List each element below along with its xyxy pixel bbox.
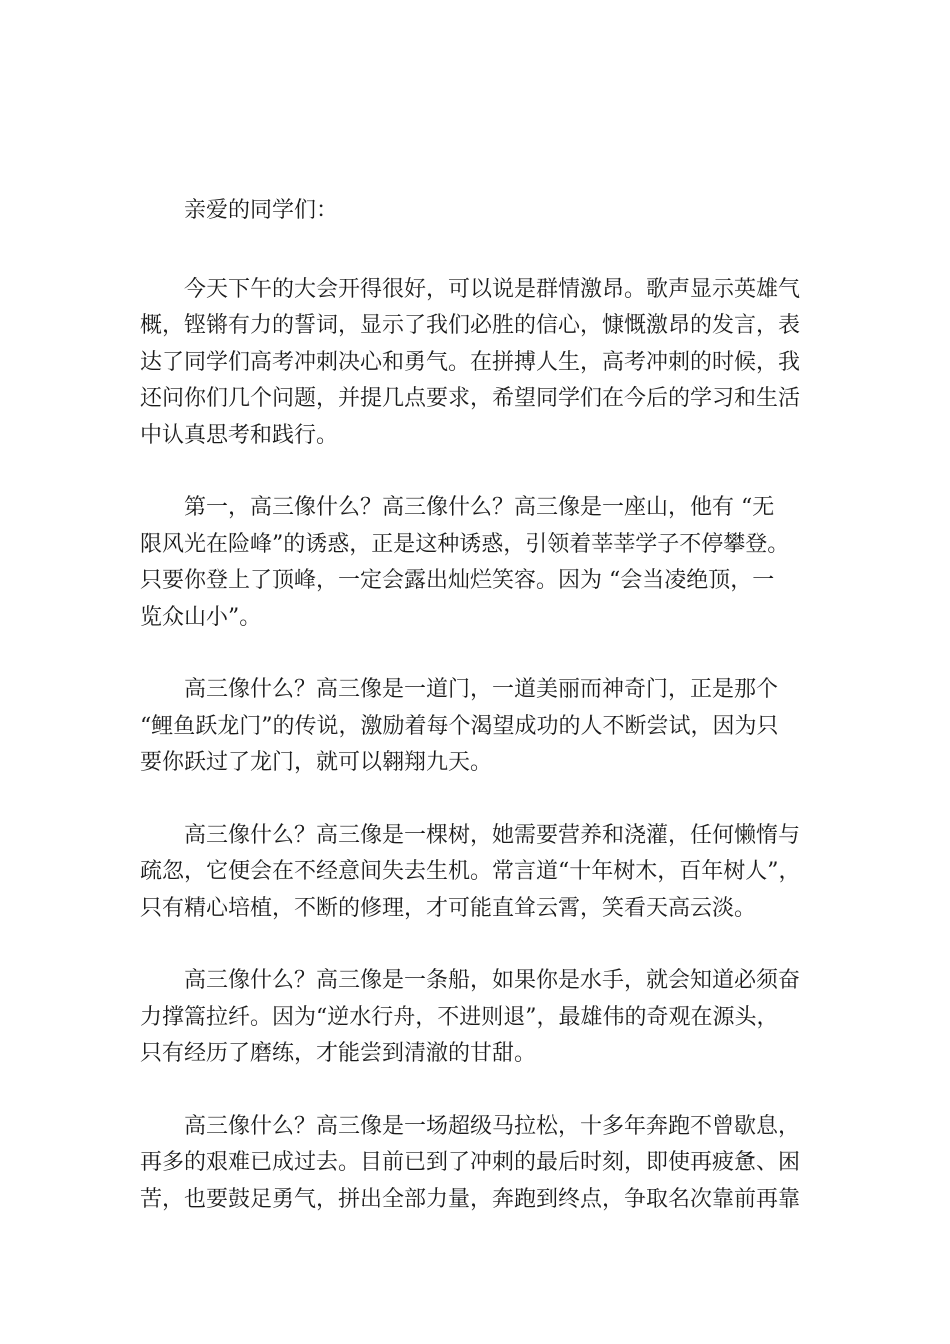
paragraph-mountain: 第一，高三像什么？高三像什么？高三像是一座山，他有 “无 限风光在险峰”的诱惑，正是这种诱惑，引领着莘莘学子不停攀登。 只要你登上了顶峰，一定会露出灿烂笑容。因为 “会当凌绝顶，一 览众山小”。 <box>140 495 790 630</box>
paragraph-gate: 高三像什么？高三像是一道门，一道美丽而神奇门，正是那个 “鲤鱼跃龙门”的传说，激励着每个渴望成功的人不断尝试，因为只 要你跃过了龙门，就可以翱翔九天。 <box>140 677 779 775</box>
salutation: 亲爱的同学们： <box>184 198 339 223</box>
paragraph-tree: 高三像什么？高三像是一棵树，她需要营养和浇灌，任何懒惰与 疏忽，它便会在不经意间失去生机。常言道“十年树木，百年树人”， 只有精心培植，不断的修理，才可能直耸云霄，笑看天高云淡。 <box>140 822 801 921</box>
paragraph-boat: 高三像什么？高三像是一条船，如果你是水手，就会知道必须奋 力撑篙拉纤。因为“逆水行舟，不进则退”，最雄伟的奇观在源头， 只有经历了磨练，才能尝到清澈的甘甜。 <box>140 968 801 1066</box>
paragraph-marathon: 高三像什么？高三像是一场超级马拉松，十多年奔跑不曾歇息， 再多的艰难已成过去。目前已到了冲刺的最后时刻，即使再疲惫、困 苦，也要鼓足勇气，拼出全部力量，奔跑到终点，争取名次靠前再靠 <box>140 1113 801 1212</box>
document-body <box>140 193 820 1254</box>
paragraph-opening: 今天下午的大会开得很好，可以说是群情激昂。歌声显示英雄气 概，铿锵有力的誓词，显示了我们必胜的信心，慷慨激昂的发言，表 达了同学们高考冲刺决心和勇气。在拼搏人生，高考冲刺的时候，我 还问你们几个问题，并提几点要求，希望同学们在今后的学习和生活 中认真思考和践行。 <box>140 276 801 448</box>
